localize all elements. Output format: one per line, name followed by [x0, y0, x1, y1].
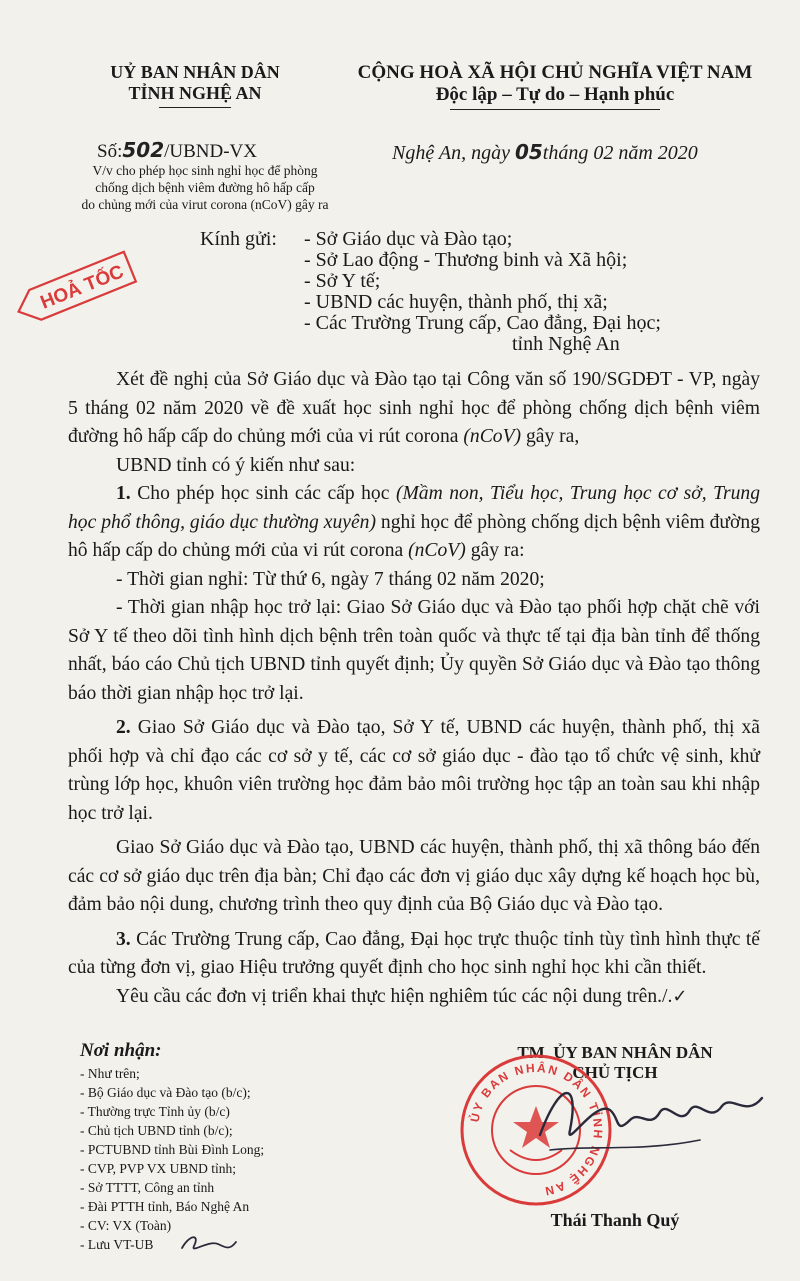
distribution-item: - Như trên;	[80, 1066, 140, 1081]
date-suffix: tháng 02 năm 2020	[542, 142, 698, 164]
paragraph: - Thời gian nhập học trở lại: Giao Sở Giáo dục và Đào tạo phối hợp chặt chẽ với Sở Y tế theo dõi tình hình dịch bệnh trên toàn quốc và thực tế tại địa bàn tỉnh để thống nhất, báo cáo Chủ tịch UBND tỉnh quyết định; Ủy quyền Sở Giáo dục và Đào tạo thông báo thời gian nhập học trở lại.	[68, 597, 760, 704]
date-day-handwritten: 05	[514, 140, 543, 164]
paragraph: 3. Các Trường Trung cấp, Cao đẳng, Đại học trực thuộc tỉnh tùy tình hình thực tế của từng đơn vị, giao Hiệu trưởng quyết định cho học sinh nghỉ học khi cần thiết.	[68, 928, 760, 978]
signer-name: Thái Thanh Quý	[550, 1210, 680, 1230]
reference-number	[97, 138, 257, 163]
ref-prefix: Số:	[97, 141, 123, 162]
initial-mark: ✓	[672, 985, 688, 1007]
distribution-item: - Lưu VT-UB	[80, 1237, 154, 1252]
paragraph: Xét đề nghị của Sở Giáo dục và Đào tạo tại Công văn số 190/SGDĐT - VP, ngày 5 tháng 02 năm 2020 về đề xuất học sinh nghỉ học để phòng chống dịch bệnh viêm đường hô hấp cấp do chủng mới của vi rút corona (nCoV) gây ra,	[68, 369, 760, 447]
signer-title: CHỦ TỊCH	[572, 1063, 658, 1082]
paragraph: Giao Sở Giáo dục và Đào tạo, UBND các huyện, thành phố, thị xã thông báo đến các cơ sở giáo dục trên địa bàn; Chỉ đạo các đơn vị giáo dục xây dựng kế hoạch học bù, đảm bảo nội dung, chương trình theo quy định của Bộ Giáo dục và Đào tạo.	[68, 837, 760, 915]
subject-line: do chủng mới của virut corona (nCoV) gây ra	[81, 197, 329, 212]
recipient-item: - Sở Lao động - Thương binh và Xã hội;	[304, 249, 628, 271]
paragraph: - Thời gian nghỉ: Từ thứ 6, ngày 7 tháng 02 năm 2020;	[116, 568, 545, 590]
motto: Độc lập – Tự do – Hạnh phúc	[435, 84, 675, 105]
ref-suffix: /UBND-VX	[164, 141, 257, 162]
distribution-list	[80, 1040, 370, 1254]
issuer-province: TỈNH NGHỆ AN	[128, 83, 262, 103]
national-heading	[350, 62, 760, 110]
distribution-item: - CV: VX (Toàn)	[80, 1218, 172, 1233]
recipient-tail: tỉnh Nghệ An	[512, 333, 620, 355]
subject-block	[60, 162, 350, 213]
distribution-item: - CVP, PVP VX UBND tỉnh;	[80, 1161, 237, 1176]
paragraph: UBND tỉnh có ý kiến như sau:	[116, 454, 356, 476]
distribution-item: - Chủ tịch UBND tỉnh (b/c);	[80, 1123, 233, 1138]
urgent-stamp	[2, 248, 152, 328]
urgent-stamp-text: HOẢ TỐC	[37, 261, 127, 314]
date-prefix: Nghệ An, ngày	[392, 142, 515, 164]
issuer-block	[70, 62, 320, 108]
distribution-item: - PCTUBND tỉnh Bùi Đình Long;	[80, 1142, 265, 1157]
paragraph: Yêu cầu các đơn vị triển khai thực hiện nghiêm túc các nội dung trên./.✓	[116, 985, 688, 1007]
recipient-item: - Sở Giáo dục và Đào tạo;	[304, 228, 513, 250]
issuer-name: UỶ BAN NHÂN DÂN	[110, 62, 280, 82]
ref-handwritten-number: 502	[122, 138, 165, 162]
motto-underline	[450, 109, 660, 110]
handwritten-signature	[500, 1040, 770, 1180]
recipients-label: Kính gửi:	[200, 228, 277, 250]
paragraph: 2. Giao Sở Giáo dục và Đào tạo, Sở Y tế, UBND các huyện, thành phố, thị xã phối hợp và chỉ đạo các cơ sở y tế, các cơ sở giáo dục - đào tạo tổ chức vệ sinh, khử trùng lớp học, khuôn viên trường học đảm bảo môi trường học tập an toàn sau khi nhập học trở lại.	[68, 717, 760, 824]
issuer-underline	[159, 107, 231, 108]
signer-org: TM. ỦY BAN NHÂN DÂN	[517, 1043, 713, 1062]
distribution-item: - Đài PTTH tỉnh, Báo Nghệ An	[80, 1199, 250, 1214]
seal-text: ỦY BAN NHÂN DÂN TỈNH NGHỆ AN	[467, 1060, 606, 1199]
recipients-block	[200, 229, 760, 355]
distribution-item: - Thường trực Tỉnh ủy (b/c)	[80, 1104, 230, 1119]
recipient-item: - Sở Y tế;	[304, 270, 381, 292]
distribution-item: - Bộ Giáo dục và Đào tạo (b/c);	[80, 1085, 251, 1100]
issue-date	[392, 140, 698, 165]
distribution-item: - Sở TTTT, Công an tỉnh	[80, 1180, 215, 1195]
recipient-item: - UBND các huyện, thành phố, thị xã;	[304, 291, 608, 313]
subject-line: V/v cho phép học sinh nghỉ học để phòng	[92, 163, 318, 178]
recipient-item: - Các Trường Trung cấp, Cao đẳng, Đại học;	[304, 312, 661, 334]
subject-line: chống dịch bệnh viêm đường hô hấp cấp	[95, 180, 315, 195]
nation-title: CỘNG HOÀ XÃ HỘI CHỦ NGHĨA VIỆT NAM	[357, 62, 753, 83]
document-body	[68, 366, 760, 1011]
distribution-title: Nơi nhận:	[80, 1040, 162, 1061]
pen-scribble	[178, 1230, 238, 1260]
paragraph: 1. Cho phép học sinh các cấp học (Mầm non, Tiểu học, Trung học cơ sở, Trung học phổ thông, giáo dục thường xuyên) nghỉ học để phòng chống dịch bệnh viêm đường hô hấp cấp do chủng mới của vi rút corona (nCoV) gây ra:	[68, 483, 761, 561]
